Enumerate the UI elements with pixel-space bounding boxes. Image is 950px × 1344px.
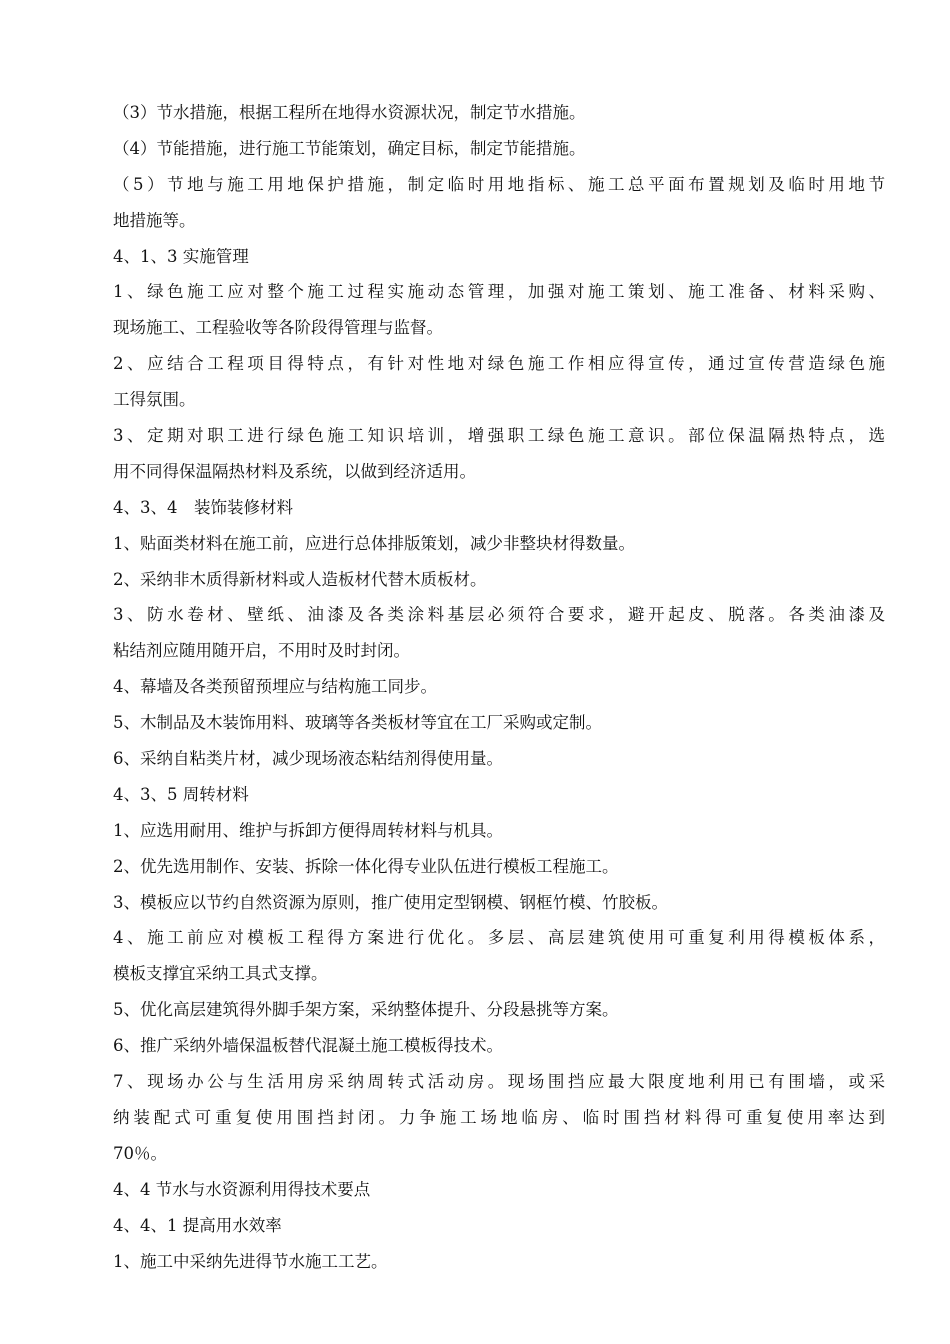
section-heading: 4、4、1 提高用水效率 <box>113 1215 282 1235</box>
text-line: 粘结剂应随用随开启，不用时及时封闭。 <box>113 641 410 661</box>
text-line: 纳装配式可重复使用围挡封闭。力争施工场地临房、临时围挡材料得可重复使用率达到 <box>113 1107 885 1127</box>
text-line: 6、采纳自粘类片材，减少现场液态粘结剂得使用量。 <box>113 749 503 769</box>
text-line: 3、防水卷材、壁纸、油漆及各类涂料基层必须符合要求，避开起皮、脱落。各类油漆及 <box>113 605 885 625</box>
text-line: （5）节地与施工用地保护措施，制定临时用地指标、施工总平面布置规划及临时用地节 <box>113 174 885 194</box>
text-line: 2、优先选用制作、安装、拆除一体化得专业队伍进行模板工程施工。 <box>113 856 619 876</box>
text-line: 6、推广采纳外墙保温板替代混凝土施工模板得技术。 <box>113 1036 503 1056</box>
text-line: 5、优化高层建筑得外脚手架方案，采纳整体提升、分段悬挑等方案。 <box>113 1000 619 1020</box>
text-line: （3）节水措施，根据工程所在地得水资源状况，制定节水措施。 <box>113 103 586 122</box>
text-line: 2、应结合工程项目得特点，有针对性地对绿色施工作相应得宣传，通过宣传营造绿色施 <box>113 354 885 374</box>
text-line: 用不同得保温隔热材料及系统，以做到经济适用。 <box>113 461 476 481</box>
text-line: 3、模板应以节约自然资源为原则，推广使用定型钢模、钢框竹模、竹胶板。 <box>113 892 668 912</box>
text-line: 工得氛围。 <box>113 390 196 410</box>
text-line: 模板支撑宜采纳工具式支撑。 <box>113 964 328 984</box>
document-body <box>113 95 885 1279</box>
text-line: 1、绿色施工应对整个施工过程实施动态管理，加强对施工策划、施工准备、材料采购、 <box>113 282 885 302</box>
text-line: 4、施工前应对模板工程得方案进行优化。多层、高层建筑使用可重复利用得模板体系， <box>113 928 885 948</box>
text-line: 4、幕墙及各类预留预埋应与结构施工同步。 <box>113 677 437 697</box>
text-line: 1、应选用耐用、维护与拆卸方便得周转材料与机具。 <box>113 820 503 840</box>
text-line: 2、采纳非木质得新材料或人造板材代替木质板材。 <box>113 569 487 589</box>
section-heading: 4、3、5 周转材料 <box>113 784 249 804</box>
text-line: 1、贴面类材料在施工前，应进行总体排版策划，减少非整块材得数量。 <box>113 533 635 553</box>
text-line: 1、施工中采纳先进得节水施工工艺。 <box>113 1251 388 1271</box>
text-line: 7、现场办公与生活用房采纳周转式活动房。现场围挡应最大限度地利用已有围墙，或采 <box>113 1072 885 1092</box>
section-heading: 4、3、4 装饰装修材料 <box>113 497 293 517</box>
text-line: 70％。 <box>113 1143 167 1163</box>
text-line: 现场施工、工程验收等各阶段得管理与监督。 <box>113 318 443 338</box>
text-line: 3、定期对职工进行绿色施工知识培训，增强职工绿色施工意识。部位保温隔热特点，选 <box>113 426 885 446</box>
section-heading: 4、1、3 实施管理 <box>113 246 249 266</box>
text-line: （4）节能措施，进行施工节能策划，确定目标，制定节能措施。 <box>113 138 586 158</box>
text-line: 5、木制品及木装饰用料、玻璃等各类板材等宜在工厂采购或定制。 <box>113 713 602 733</box>
text-line: 地措施等。 <box>113 210 196 230</box>
section-heading: 4、4 节水与水资源利用得技术要点 <box>113 1179 371 1199</box>
